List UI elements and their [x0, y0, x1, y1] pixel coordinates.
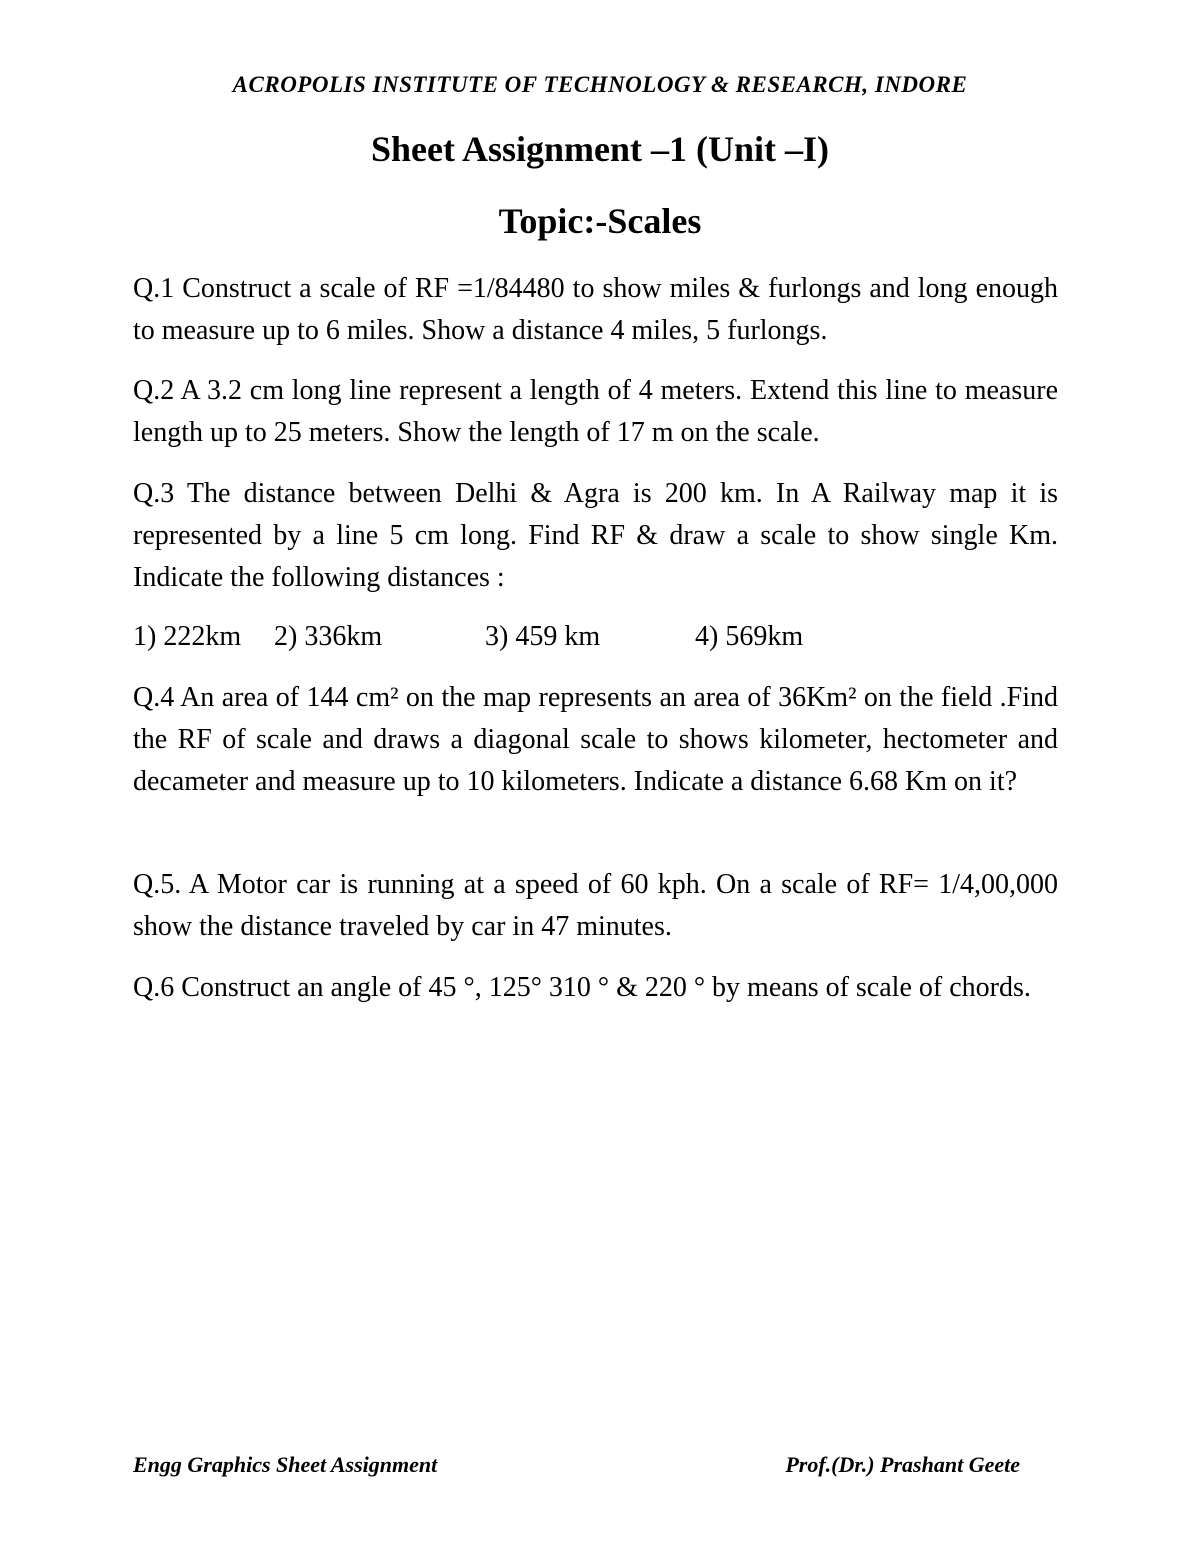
- distance-item: 2) 336km: [274, 621, 383, 652]
- q3-distance-list: [133, 616, 1058, 658]
- question-5: Q.5. A Motor car is running at a speed of 60 kph. On a scale of RF= 1/4,00,000 show the distance traveled by car in 47 minutes.: [133, 869, 1058, 942]
- footer-course: Engg Graphics Sheet Assignment: [133, 1452, 438, 1477]
- institute-header: ACROPOLIS INSTITUTE OF TECHNOLOGY & RESEARCH, INDORE: [232, 72, 968, 97]
- topic-heading: Topic:-Scales: [498, 201, 702, 241]
- question-3: Q.3 The distance between Delhi & Agra is 200 km. In A Railway map it is represented by a line 5 cm long. Find RF & draw a scale to show single Km. Indicate the following distances :: [133, 478, 1058, 593]
- page-title: Sheet Assignment –1 (Unit –I): [370, 129, 829, 169]
- question-4: Q.4 An area of 144 cm² on the map represents an area of 36Km² on the field .Find the RF of scale and draws a diagonal scale to shows kilometer, hectometer and decameter and measure up to 10 kilometers. Indicate a distance 6.68 Km on it?: [133, 682, 1058, 797]
- question-2: Q.2 A 3.2 cm long line represent a length of 4 meters. Extend this line to measure length up to 25 meters. Show the length of 17 m on the scale.: [133, 375, 1058, 448]
- question-6: Q.6 Construct an angle of 45 °, 125° 310 ° & 220 ° by means of scale of chords.: [133, 972, 1031, 1003]
- question-1: Q.1 Construct a scale of RF =1/84480 to show miles & furlongs and long enough to measure up to 6 miles. Show a distance 4 miles, 5 furlongs.: [133, 273, 1058, 346]
- distance-item: 3) 459 km: [485, 621, 601, 652]
- distance-item: 4) 569km: [695, 621, 804, 652]
- distance-item: 1) 222km: [133, 621, 242, 652]
- footer-author: Prof.(Dr.) Prashant Geete: [785, 1452, 1020, 1477]
